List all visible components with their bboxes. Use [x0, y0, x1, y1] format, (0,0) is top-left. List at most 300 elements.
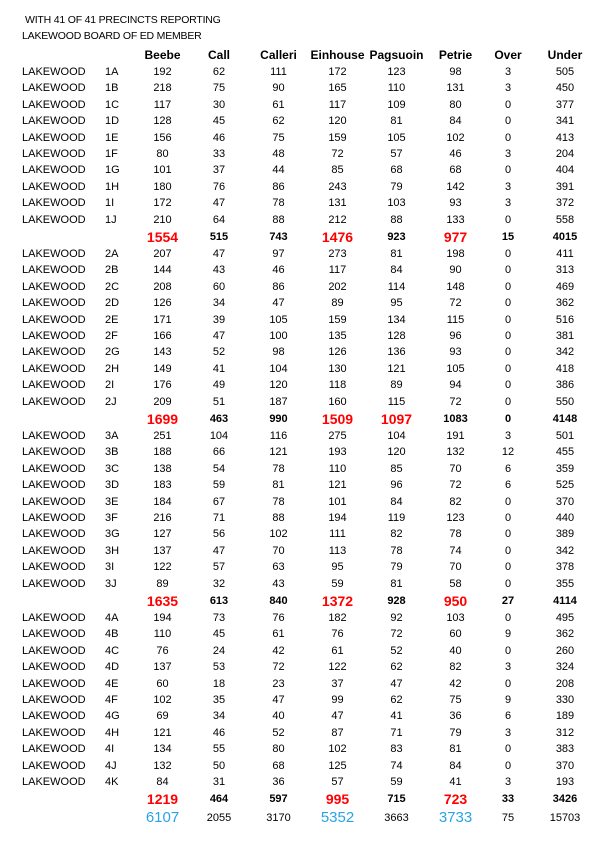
- value-cell: 1219: [146, 791, 179, 808]
- value-cell: 110: [153, 628, 172, 641]
- value-cell: 24: [212, 644, 226, 657]
- value-cell: 75: [501, 812, 515, 825]
- value-cell: 55: [212, 743, 226, 756]
- value-cell: 3: [504, 82, 512, 95]
- value-cell: 464: [209, 793, 229, 806]
- value-cell: 80: [156, 148, 169, 160]
- value-cell: 81: [390, 248, 403, 260]
- value-cell: 93: [449, 197, 462, 210]
- value-cell: 96: [390, 479, 403, 492]
- precinct-cell: 4J: [105, 759, 117, 772]
- value-cell: 75: [449, 694, 462, 706]
- value-cell: 92: [390, 612, 403, 624]
- value-cell: 62: [390, 661, 403, 674]
- value-cell: 558: [555, 213, 575, 226]
- value-cell: 36: [272, 776, 285, 788]
- value-cell: 99: [331, 694, 344, 706]
- value-cell: 207: [153, 248, 172, 260]
- value-cell: 114: [387, 280, 406, 293]
- col-header: Pagsuoin: [369, 48, 424, 62]
- value-cell: 70: [449, 462, 462, 475]
- precinct-cell: 1E: [105, 131, 119, 144]
- value-cell: 35: [212, 694, 226, 706]
- table-row: [0, 279, 604, 295]
- value-cell: 54: [212, 462, 226, 475]
- value-cell: 61: [272, 628, 285, 641]
- value-cell: 0: [504, 330, 512, 342]
- precinct-cell: 1H: [105, 180, 120, 193]
- value-cell: 110: [328, 462, 347, 475]
- value-cell: 47: [390, 677, 403, 690]
- table-row: [0, 428, 604, 444]
- town-cell: LAKEWOOD: [22, 661, 86, 674]
- value-cell: 191: [446, 430, 465, 442]
- table-row: [0, 741, 604, 757]
- value-cell: 83: [390, 743, 403, 756]
- value-cell: 79: [449, 726, 462, 739]
- value-cell: 450: [555, 82, 575, 95]
- value-cell: 3426: [552, 793, 578, 806]
- value-cell: 102: [153, 694, 172, 706]
- value-cell: 78: [272, 462, 285, 475]
- value-cell: 243: [328, 180, 347, 193]
- value-cell: 82: [449, 661, 462, 674]
- col-header: Calleri: [260, 48, 297, 62]
- value-cell: 47: [212, 330, 226, 342]
- value-cell: 40: [272, 710, 285, 723]
- town-cell: LAKEWOOD: [22, 148, 86, 160]
- table-row: [0, 212, 604, 228]
- value-cell: 1554: [146, 229, 179, 245]
- table-row: [0, 626, 604, 642]
- value-cell: 184: [153, 495, 172, 508]
- value-cell: 923: [387, 231, 406, 243]
- value-cell: 0: [504, 395, 512, 408]
- value-cell: 0: [504, 248, 512, 260]
- value-cell: 86: [272, 180, 285, 193]
- value-cell: 102: [446, 131, 465, 144]
- value-cell: 81: [390, 115, 403, 128]
- table-row: [0, 444, 604, 460]
- value-cell: 418: [555, 362, 575, 375]
- value-cell: 128: [153, 115, 172, 128]
- value-cell: 0: [504, 213, 512, 226]
- value-cell: 171: [153, 313, 172, 326]
- precinct-cell: 2C: [105, 280, 120, 293]
- value-cell: 2055: [206, 812, 232, 825]
- value-cell: 120: [387, 446, 406, 459]
- value-cell: 3: [504, 661, 512, 674]
- precinct-cell: 2F: [105, 330, 118, 342]
- value-cell: 46: [449, 148, 462, 160]
- value-cell: 118: [328, 379, 347, 392]
- precinct-cell: 4F: [105, 694, 118, 706]
- value-cell: 45: [212, 628, 226, 641]
- value-cell: 121: [387, 362, 406, 375]
- value-cell: 23: [272, 677, 285, 690]
- value-cell: 76: [272, 612, 285, 624]
- table-row: [0, 461, 604, 477]
- table-row: [0, 361, 604, 377]
- value-cell: 413: [555, 131, 575, 144]
- value-cell: 134: [387, 313, 406, 326]
- value-cell: 84: [449, 115, 462, 128]
- value-cell: 194: [153, 612, 172, 624]
- value-cell: 193: [555, 776, 575, 788]
- col-header: Beebe: [144, 48, 181, 62]
- value-cell: 3: [504, 430, 512, 442]
- value-cell: 189: [555, 710, 575, 723]
- value-cell: 0: [504, 495, 512, 508]
- precinct-cell: 3E: [105, 495, 119, 508]
- value-cell: 324: [555, 661, 575, 674]
- value-cell: 134: [153, 743, 172, 756]
- precinct-cell: 1G: [105, 164, 120, 177]
- value-cell: 121: [153, 726, 172, 739]
- value-cell: 148: [446, 280, 465, 293]
- value-cell: 52: [390, 644, 403, 657]
- value-cell: 131: [446, 82, 465, 95]
- value-cell: 130: [328, 362, 347, 375]
- town-cell: LAKEWOOD: [22, 628, 86, 641]
- value-cell: 70: [272, 544, 285, 557]
- table-row: [0, 328, 604, 344]
- value-cell: 123: [446, 512, 465, 524]
- town-cell: LAKEWOOD: [22, 164, 86, 177]
- value-cell: 137: [153, 544, 172, 557]
- value-cell: 56: [212, 528, 226, 541]
- value-cell: 61: [331, 644, 344, 657]
- precinct-cell: 1J: [105, 213, 117, 226]
- table-row: [0, 725, 604, 741]
- value-cell: 113: [328, 544, 347, 557]
- value-cell: 6: [504, 462, 512, 475]
- town-cell: LAKEWOOD: [22, 264, 86, 277]
- value-cell: 18: [212, 677, 226, 690]
- value-cell: 76: [156, 644, 169, 657]
- value-cell: 84: [390, 495, 403, 508]
- value-cell: 85: [390, 462, 403, 475]
- town-cell: LAKEWOOD: [22, 677, 86, 690]
- value-cell: 51: [212, 395, 226, 408]
- value-cell: 95: [331, 561, 344, 574]
- precinct-cell: 3I: [105, 561, 115, 574]
- value-cell: 182: [328, 612, 347, 624]
- value-cell: 126: [153, 297, 172, 310]
- town-cell: LAKEWOOD: [22, 346, 86, 359]
- value-cell: 82: [390, 528, 403, 541]
- town-cell: LAKEWOOD: [22, 280, 86, 293]
- town-cell: LAKEWOOD: [22, 644, 86, 657]
- value-cell: 49: [212, 379, 226, 392]
- value-cell: 85: [331, 164, 344, 177]
- value-cell: 34: [212, 297, 226, 310]
- value-cell: 995: [325, 791, 350, 808]
- col-header: Over: [494, 48, 522, 62]
- precinct-cell: 1F: [105, 148, 118, 160]
- value-cell: 273: [328, 248, 347, 260]
- value-cell: 104: [269, 362, 288, 375]
- value-cell: 46: [272, 264, 285, 277]
- value-cell: 32: [212, 577, 226, 590]
- value-cell: 159: [328, 313, 347, 326]
- value-cell: 0: [504, 743, 512, 756]
- table-row: [0, 179, 604, 195]
- value-cell: 63: [272, 561, 285, 574]
- value-cell: 0: [504, 264, 512, 277]
- value-cell: 4148: [552, 413, 578, 425]
- value-cell: 102: [328, 743, 347, 756]
- value-cell: 89: [390, 379, 403, 392]
- value-cell: 188: [153, 446, 172, 459]
- value-cell: 6: [504, 710, 512, 723]
- table-row: [0, 195, 604, 211]
- value-cell: 47: [212, 544, 226, 557]
- value-cell: 68: [390, 164, 403, 177]
- value-cell: 440: [555, 512, 575, 524]
- value-cell: 98: [272, 346, 285, 359]
- value-cell: 75: [272, 131, 285, 144]
- value-cell: 60: [449, 628, 462, 641]
- table-row: [0, 477, 604, 493]
- value-cell: 377: [555, 98, 575, 111]
- value-cell: 81: [272, 479, 285, 492]
- value-cell: 88: [272, 213, 285, 226]
- value-cell: 165: [328, 82, 347, 95]
- value-cell: 411: [556, 248, 574, 260]
- value-cell: 198: [446, 248, 465, 260]
- value-cell: 208: [555, 677, 575, 690]
- value-cell: 76: [331, 628, 344, 641]
- value-cell: 31: [212, 776, 226, 788]
- town-cell: LAKEWOOD: [22, 330, 86, 342]
- town-cell: LAKEWOOD: [22, 495, 86, 508]
- town-cell: LAKEWOOD: [22, 82, 86, 95]
- value-cell: 0: [504, 379, 512, 392]
- table-row: [0, 295, 604, 311]
- value-cell: 60: [212, 280, 226, 293]
- value-cell: 46: [212, 726, 226, 739]
- value-cell: 180: [153, 180, 172, 193]
- precinct-cell: 2J: [105, 395, 117, 408]
- subtotal-row: [0, 410, 604, 428]
- value-cell: 1083: [443, 413, 468, 425]
- value-cell: 0: [504, 644, 512, 657]
- value-cell: 69: [156, 710, 169, 723]
- table-row: [0, 576, 604, 592]
- value-cell: 176: [153, 379, 172, 392]
- table-row: [0, 610, 604, 626]
- value-cell: 104: [387, 430, 406, 442]
- value-cell: 72: [449, 479, 462, 492]
- value-cell: 209: [153, 395, 172, 408]
- value-cell: 1635: [146, 593, 179, 609]
- value-cell: 81: [449, 743, 462, 756]
- table-row: [0, 312, 604, 328]
- table-row: [0, 64, 604, 80]
- town-cell: LAKEWOOD: [22, 462, 86, 475]
- value-cell: 135: [328, 330, 347, 342]
- value-cell: 47: [212, 197, 226, 210]
- value-cell: 123: [387, 66, 406, 78]
- town-cell: LAKEWOOD: [22, 248, 86, 260]
- value-cell: 84: [390, 264, 403, 277]
- value-cell: 59: [212, 479, 226, 492]
- value-cell: 95: [390, 297, 403, 310]
- table-row: [0, 692, 604, 708]
- precinct-cell: 2B: [105, 264, 119, 277]
- value-cell: 342: [555, 544, 575, 557]
- town-cell: LAKEWOOD: [22, 213, 86, 226]
- value-cell: 84: [156, 776, 169, 788]
- value-cell: 42: [449, 677, 462, 690]
- value-cell: 90: [272, 82, 285, 95]
- value-cell: 133: [446, 213, 465, 226]
- value-cell: 58: [449, 577, 462, 590]
- town-cell: LAKEWOOD: [22, 710, 86, 723]
- value-cell: 389: [555, 528, 575, 541]
- table-row: [0, 643, 604, 659]
- subtotal-row: [0, 228, 604, 246]
- table-row: [0, 377, 604, 393]
- table-row: [0, 510, 604, 526]
- precinct-cell: 4G: [105, 710, 120, 723]
- value-cell: 33: [212, 148, 226, 160]
- value-cell: 0: [504, 131, 512, 144]
- precinct-cell: 3F: [105, 512, 118, 524]
- value-cell: 370: [555, 495, 575, 508]
- value-cell: 0: [504, 164, 512, 177]
- value-cell: 386: [555, 379, 575, 392]
- table-row: [0, 494, 604, 510]
- town-cell: LAKEWOOD: [22, 197, 86, 210]
- value-cell: 75: [212, 82, 226, 95]
- table-row: [0, 543, 604, 559]
- value-cell: 0: [504, 280, 512, 293]
- value-cell: 73: [212, 612, 226, 624]
- table-row: [0, 758, 604, 774]
- value-cell: 48: [272, 148, 285, 160]
- value-cell: 64: [212, 213, 226, 226]
- value-cell: 0: [504, 544, 512, 557]
- value-cell: 37: [212, 164, 226, 177]
- value-cell: 121: [328, 479, 347, 492]
- value-cell: 117: [328, 264, 347, 277]
- value-cell: 275: [328, 430, 347, 442]
- town-cell: LAKEWOOD: [22, 512, 86, 524]
- value-cell: 9: [504, 628, 512, 641]
- precinct-cell: 1B: [105, 82, 119, 95]
- value-cell: 60: [156, 677, 169, 690]
- value-cell: 3: [504, 776, 512, 788]
- value-cell: 47: [331, 710, 344, 723]
- precinct-cell: 4B: [105, 628, 119, 641]
- town-cell: LAKEWOOD: [22, 379, 86, 392]
- town-cell: LAKEWOOD: [22, 479, 86, 492]
- table-row: [0, 659, 604, 675]
- value-cell: 68: [449, 164, 462, 177]
- precinct-cell: 2G: [105, 346, 120, 359]
- value-cell: 53: [212, 661, 226, 674]
- value-cell: 103: [387, 197, 406, 210]
- value-cell: 41: [212, 362, 226, 375]
- value-cell: 0: [504, 561, 512, 574]
- value-cell: 52: [272, 726, 285, 739]
- value-cell: 723: [443, 791, 468, 808]
- table-row: [0, 344, 604, 360]
- value-cell: 61: [272, 98, 285, 111]
- value-cell: 160: [328, 395, 347, 408]
- value-cell: 3: [504, 66, 512, 78]
- value-cell: 1097: [380, 411, 413, 427]
- value-cell: 313: [555, 264, 575, 277]
- value-cell: 15: [501, 231, 515, 243]
- value-cell: 977: [443, 229, 468, 245]
- value-cell: 4114: [553, 595, 577, 607]
- precinct-cell: 4D: [105, 661, 120, 674]
- town-cell: LAKEWOOD: [22, 743, 86, 756]
- value-cell: 3: [504, 197, 512, 210]
- value-cell: 0: [504, 98, 512, 111]
- value-cell: 57: [331, 776, 344, 788]
- value-cell: 1476: [321, 229, 354, 245]
- value-cell: 127: [153, 528, 172, 541]
- table-row: [0, 80, 604, 96]
- value-cell: 47: [272, 694, 285, 706]
- value-cell: 404: [555, 164, 575, 177]
- value-cell: 3733: [438, 809, 473, 827]
- value-cell: 260: [555, 644, 575, 657]
- value-cell: 104: [209, 430, 229, 442]
- value-cell: 72: [331, 148, 344, 160]
- value-cell: 463: [209, 413, 229, 425]
- value-cell: 67: [212, 495, 226, 508]
- value-cell: 132: [446, 446, 465, 459]
- value-cell: 57: [390, 148, 403, 160]
- value-cell: 93: [449, 346, 462, 359]
- value-cell: 1699: [146, 411, 179, 427]
- value-cell: 143: [153, 346, 172, 359]
- value-cell: 9: [504, 694, 512, 706]
- table-row: [0, 526, 604, 542]
- table-row: [0, 97, 604, 113]
- value-cell: 501: [555, 430, 575, 442]
- table-row: [0, 146, 604, 162]
- value-cell: 102: [269, 528, 288, 541]
- precinct-cell: 1I: [105, 197, 115, 210]
- value-cell: 47: [272, 297, 285, 310]
- value-cell: 381: [555, 330, 575, 342]
- precinct-cell: 3A: [105, 430, 119, 442]
- value-cell: 3: [504, 148, 512, 160]
- value-cell: 0: [504, 612, 512, 624]
- value-cell: 0: [504, 577, 512, 590]
- value-cell: 505: [555, 66, 575, 78]
- value-cell: 3: [504, 180, 512, 193]
- value-cell: 128: [387, 330, 406, 342]
- value-cell: 82: [449, 495, 462, 508]
- table-row: [0, 708, 604, 724]
- value-cell: 928: [387, 595, 406, 607]
- value-cell: 0: [504, 528, 512, 541]
- value-cell: 208: [153, 280, 172, 293]
- value-cell: 132: [153, 759, 172, 772]
- precinct-cell: 3J: [105, 577, 117, 590]
- value-cell: 76: [212, 180, 226, 193]
- value-cell: 715: [387, 793, 406, 806]
- value-cell: 210: [153, 213, 172, 226]
- value-cell: 120: [328, 115, 347, 128]
